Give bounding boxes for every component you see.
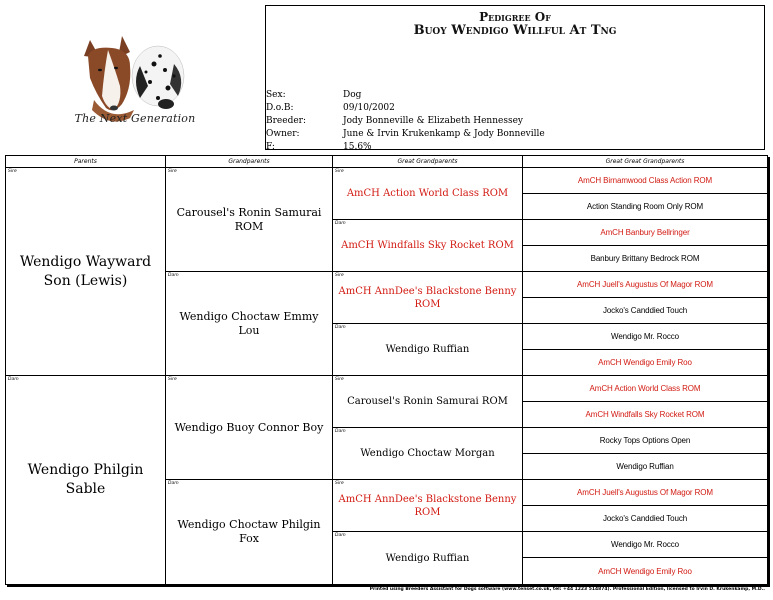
grandparent-cell (166, 480, 333, 584)
sire-dam-tag: Sire (168, 169, 177, 174)
dog-name: AmCH Birnamwood Class Action ROM (577, 176, 713, 185)
info-label: Owner: (266, 129, 300, 139)
great-great-grandparent-cell (523, 324, 767, 350)
grandparent-cell (166, 272, 333, 376)
column-header-grandparents: Grandparents (166, 156, 333, 168)
sire-dam-tag: Dam (168, 481, 179, 486)
dog-name: Carousel's Ronin Samurai ROM (347, 396, 508, 407)
sire-dam-tag: Dam (168, 273, 179, 278)
dog-name: AmCH Action World Class ROM (346, 188, 509, 199)
great-grandparent-cell (333, 532, 523, 584)
column-header-great-great-grandparents: Great Great Grandparents (523, 156, 767, 168)
great-great-grandparent-cell (523, 194, 767, 220)
grandparent-cell (166, 168, 333, 272)
great-grandparent-cell (333, 220, 523, 272)
dog-name: Wendigo Ruffian (385, 344, 470, 355)
dog-name: Jocko's Canddied Touch (602, 514, 688, 523)
kennel-logo (70, 26, 200, 136)
great-great-grandparent-cell (523, 220, 767, 246)
info-label: Sex: (266, 90, 286, 100)
great-great-grandparent-cell (523, 558, 767, 584)
dog-name: AmCH Banbury Bellringer (600, 228, 690, 237)
logo-caption: The Next Generation (74, 112, 196, 125)
great-great-grandparent-cell (523, 532, 767, 558)
great-grandparent-cell (333, 480, 523, 532)
great-great-grandparent-cell (523, 428, 767, 454)
sire-dam-tag: Dam (335, 221, 346, 226)
pedigree-grid (5, 155, 768, 585)
title-pedigree-of: Pedigree Of (479, 10, 551, 24)
great-grandparent-cell (333, 272, 523, 324)
great-great-grandparent-cell (523, 298, 767, 324)
info-value: Jody Bonneville & Elizabeth Hennessey (343, 116, 523, 126)
parent-cell (6, 376, 166, 584)
great-great-grandparent-cell (523, 402, 767, 428)
dog-name: AmCH Juell's Augustus Of Magor ROM (577, 488, 713, 497)
sire-dam-tag: Sire (335, 481, 344, 486)
info-value: Dog (343, 90, 362, 100)
dog-name: Wendigo Mr. Rocco (611, 540, 679, 549)
dog-name: Wendigo Ruffian (616, 462, 674, 471)
sire-dam-tag: Dam (335, 325, 346, 330)
great-great-grandparent-cell (523, 350, 767, 376)
great-great-grandparent-cell (523, 272, 767, 298)
dog-name: AmCH Action World Class ROM (589, 384, 701, 393)
dog-name: Wendigo Choctaw Morgan (360, 448, 495, 459)
dog-name: Wendigo Philgin Sable (27, 462, 144, 497)
dog-name: Wendigo Choctaw Emmy Lou (179, 309, 319, 337)
great-great-grandparent-cell (523, 246, 767, 272)
column-header-great-grandparents: Great Grandparents (333, 156, 523, 168)
dog-name: Action Standing Room Only ROM (586, 202, 704, 211)
sire-dam-tag: Sire (335, 273, 344, 278)
sire-dam-tag: Dam (8, 377, 19, 382)
great-grandparent-cell (333, 168, 523, 220)
dog-name: Carousel's Ronin Samurai ROM (176, 205, 322, 233)
info-label: F: (266, 142, 275, 152)
great-great-grandparent-cell (523, 168, 767, 194)
dog-name: Wendigo Choctaw Philgin Fox (177, 518, 321, 545)
dog-name: AmCH Juell's Augustus Of Magor ROM (577, 280, 713, 289)
info-value: 15.6% (343, 142, 372, 152)
sire-dam-tag: Sire (335, 169, 344, 174)
dog-name: AmCH AnnDee's Blackstone Benny ROM (338, 493, 517, 518)
dog-name: AmCH AnnDee's Blackstone Benny ROM (338, 285, 517, 310)
info-value: 09/10/2002 (343, 103, 395, 113)
info-value: June & Irvin Krukenkamp & Jody Bonneville (343, 129, 545, 139)
great-grandparent-cell (333, 376, 523, 428)
great-great-grandparent-cell (523, 376, 767, 402)
dog-name: AmCH Windfalls Sky Rocket ROM (341, 240, 514, 251)
great-grandparent-cell (333, 428, 523, 480)
dog-name: AmCH Wendigo Emily Roo (598, 358, 692, 367)
sire-dam-tag: Sire (8, 169, 17, 174)
great-great-grandparent-cell (523, 506, 767, 532)
dog-name: Banbury Brittany Bedrock ROM (590, 254, 700, 263)
dog-name: Wendigo Buoy Connor Boy (174, 420, 324, 434)
sire-dam-tag: Dam (335, 533, 346, 538)
info-label: D.o.B: (266, 103, 294, 113)
parent-cell (6, 168, 166, 376)
dog-name: Rocky Tops Options Open (599, 436, 691, 445)
great-great-grandparent-cell (523, 454, 767, 480)
shadow-right (768, 157, 770, 587)
dog-name: Wendigo Mr. Rocco (611, 332, 679, 341)
column-header-parents: Parents (6, 156, 166, 168)
dog-name: Wendigo Ruffian (385, 552, 470, 564)
sire-dam-tag: Sire (168, 377, 177, 382)
great-great-grandparent-cell (523, 480, 767, 506)
dog-name: AmCH Windfalls Sky Rocket ROM (585, 410, 705, 419)
dog-name: AmCH Wendigo Emily Roo (598, 566, 692, 576)
grandparent-cell (166, 376, 333, 480)
sire-dam-tag: Sire (335, 377, 344, 382)
dog-name-title: Buoy Wendigo Willful At Tng (413, 23, 617, 38)
dog-name: Wendigo Wayward Son (Lewis) (19, 253, 152, 289)
info-label: Breeder: (266, 116, 306, 126)
sire-dam-tag: Dam (335, 429, 346, 434)
footer-credit: Printed using Breeders Assistant for Dogs software (www.tenset.co.uk, tel: +44 1223 514874). Professional Edition, licensed to Irvin D. Krukenkamp, M.D.. (369, 587, 765, 592)
dog-name: Jocko's Canddied Touch (602, 306, 688, 315)
great-grandparent-cell (333, 324, 523, 376)
